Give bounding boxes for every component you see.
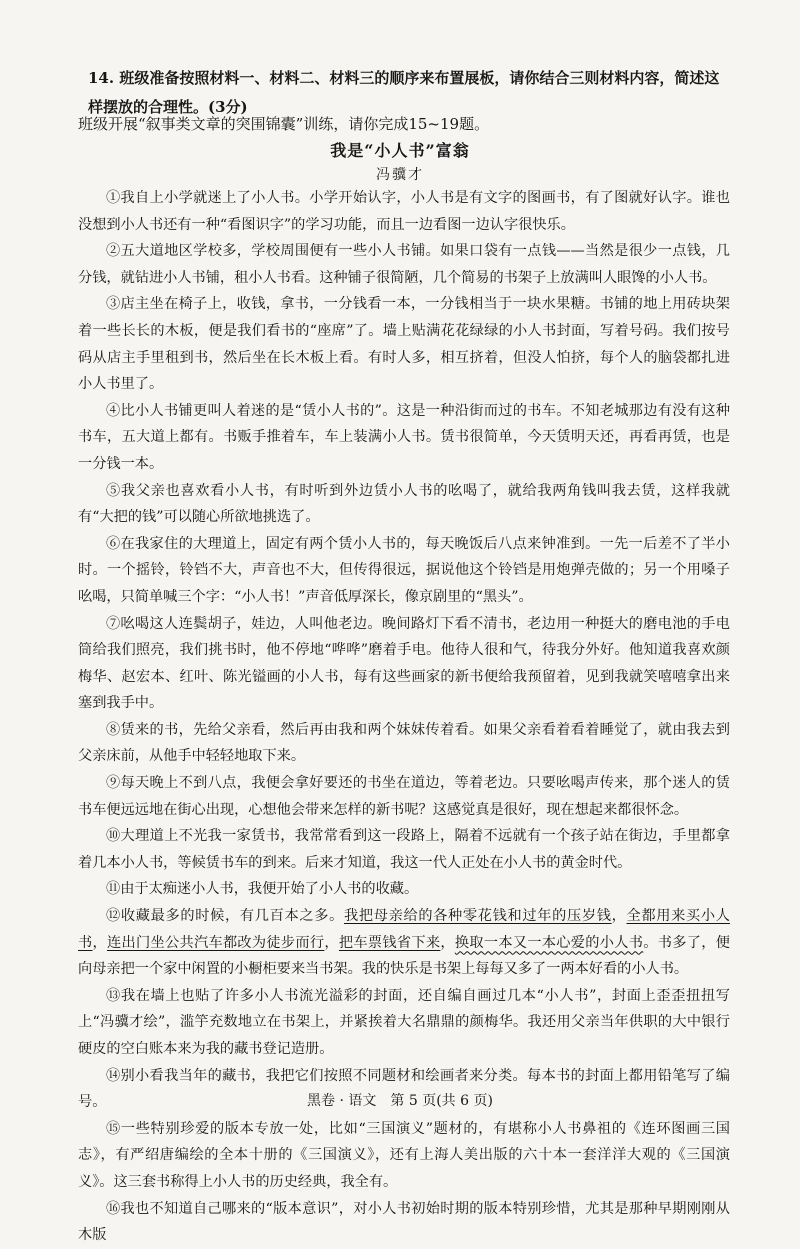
underline-segment-4: 把车票钱省下来 — [338, 934, 441, 951]
paragraph-13: ⑬我在墙上也贴了许多小人书流光溢彩的封面，还自编自画过几本“小人书”，封面上歪歪扭扭写上“冯骥才绘”，滥竽充数地立在书架上，并紧挨着大名鼎鼎的颜梅华。我还用父亲当年供职的大中银行硬皮的空白账本来为我的藏书登记造册。 — [78, 987, 730, 1057]
paragraph-10: ⑩大理道上不光我一家赁书，我常常看到这一段路上，隔着不远就有一个孩子站在街边，手里都拿着几本小人书，等候赁书车的到来。后来才知道，我这一代人正处在小人书的黄金时代。 — [78, 828, 730, 871]
para12-sep4: ， — [440, 934, 455, 951]
paragraph-14: ⑭别小看我当年的藏书，我把它们按照不同题材和绘画者来分类。每本书的封面上都用铅笔写了编号。 — [78, 1067, 730, 1111]
paragraph-15: ⑮一些特别珍爱的版本专放一处，比如“三国演义”题材的，有堪称小人书鼻祖的《连环图画三国志》，有严绍唐编绘的全本十册的《三国演义》，还有上海人美出版的六十本一套洋洋大观的《三国演义》。这三套书称得上小人书的历史经典，我全有。 — [78, 1120, 730, 1190]
article-title: 我是“小人书”富翁 — [330, 141, 470, 160]
para12-sep3: ， — [324, 934, 339, 951]
paragraph-8: ⑧赁来的书，先给父亲看，然后再由我和两个妹妹传着看。如果父亲看着看着睡觉了，就由我去到父亲床前，从他手中轻轻地取下来。 — [78, 721, 730, 765]
para12-sep2: ， — [92, 934, 107, 951]
paragraph-5: ⑤我父亲也喜欢看小人书，有时听到外边赁小人书的吆喝了，就给我两角钱叫我去赁，这样我就有“大把的钱”可以随心所欲地挑选了。 — [78, 482, 730, 526]
paragraph-6: ⑥在我家住的大理道上，固定有两个赁小人书的，每天晚饭后八点来钟准到。一先一后差不了半小时。一个摇铃，铃铛不大，声音也不大，但传得很远，据说他这个铃铛是用炮弹壳做的；另一个用嗓子吆喝，只简单喊三个字：“小人书！”声音低厚深长，像京剧里的“黑头”。 — [78, 535, 730, 605]
underline-segment-3: 连出门坐公共汽车都改为徒步而行 — [107, 934, 325, 951]
paragraph-2: ②五大道地区学校多，学校周围便有一些小人书铺。如果口袋有一点钱——当然是很少一点钱，几分钱，就钻进小人书铺，租小人书看。这种铺子很简陋，几个简易的书架子上放满叫人眼馋的小人书。 — [78, 243, 730, 286]
para12-sep1: ， — [611, 908, 627, 925]
section-intro: 班级开展“叙事类文章的突围锦囊”训练，请你完成15~19题。 — [78, 115, 490, 133]
wavy-underline-segment: 换取一本又一本心爱的小人书 — [454, 934, 644, 951]
paragraph-7: ⑦吆喝这人连鬓胡子，娃边，人叫他老边。晚间路灯下看不清书，老边用一种挺大的磨电池的手电筒给我们照亮，我们挑书时，他不停地“哗哗”磨着手电。他待人很和气，待我分外好。他知道我喜欢颜梅华、赵宏本、红叶、陈光镒画的小人书，每有这些画家的新书便给我预留着，见到我就笑嘻嘻拿出来塞到我手中。 — [78, 615, 730, 712]
underline-segment-1: 我把母亲给的各种零花钱和过年的压岁钱 — [343, 908, 612, 925]
paragraph-1: ①我自上小学就迷上了小人书。小学开始认字，小人书是有文字的图画书，有了图就好认字。谁也没想到小人书还有一种“看图识字”的学习功能，而且一边看图一边认字很快乐。 — [78, 190, 730, 233]
paragraph-3: ③店主坐在椅子上，收钱，拿书，一分钱看一本，一分钱相当于一块水果糖。书铺的地上用砖块架着一些长长的木板，便是我们看书的“座席”了。墙上贴满花花绿绿的小人书封面，写着号码。我们按号码从店主手里租到书，然后坐在长木板上看。有时人多，相互挤着，但没人怕挤，每个人的脑袋都扎进小人书里了。 — [78, 296, 730, 393]
para12-tail: 。书多了，便向母亲把一个家中闲置的小橱柜要来当书架。我的快乐是书架上每每又多了一两本好看的小人书。 — [78, 934, 730, 978]
para12-lead: ⑫收藏最多的时候，有几百本之多。 — [106, 908, 344, 925]
underline-segment-2: 全都用来买小人书 — [78, 908, 730, 951]
paragraph-16: ⑯我也不知道自己哪来的“版本意识”，对小人书初始时期的版本特别珍惜，尤其是那种早期刚刚从木版 — [78, 1200, 730, 1244]
paragraph-11: ⑪由于太痴迷小人书，我便开始了小人书的收藏。 — [106, 881, 419, 898]
question-number: 14. — [88, 69, 115, 87]
question-text: 班级准备按照材料一、材料二、材料三的顺序来布置展板，请你结合三则材料内容，简述这样摆放的合理性。(3分) — [88, 69, 720, 116]
paragraph-12 — [78, 903, 730, 983]
paragraph-4: ④比小人书铺更叫人着迷的是“赁小人书的”。这是一种沿街而过的书车。不知老城那边有没有这种书车，五大道上都有。书贩手推着车，车上装满小人书。赁书很简单，今天赁明天还，再看再赁，也是一分钱一本。 — [78, 402, 730, 472]
paragraph-9: ⑨每天晚上不到八点，我便会拿好要还的书坐在道边，等着老边。只要吆喝声传来，那个迷人的赁书车便远远地在街心出现，心想他会带来怎样的新书呢？这感觉真是很好，现在想起来都很怀念。 — [78, 775, 730, 818]
article-author: 冯骥才 — [376, 167, 424, 183]
page-footer: 黑卷 · 语文 第 5 页(共 6 页) — [307, 1093, 493, 1109]
